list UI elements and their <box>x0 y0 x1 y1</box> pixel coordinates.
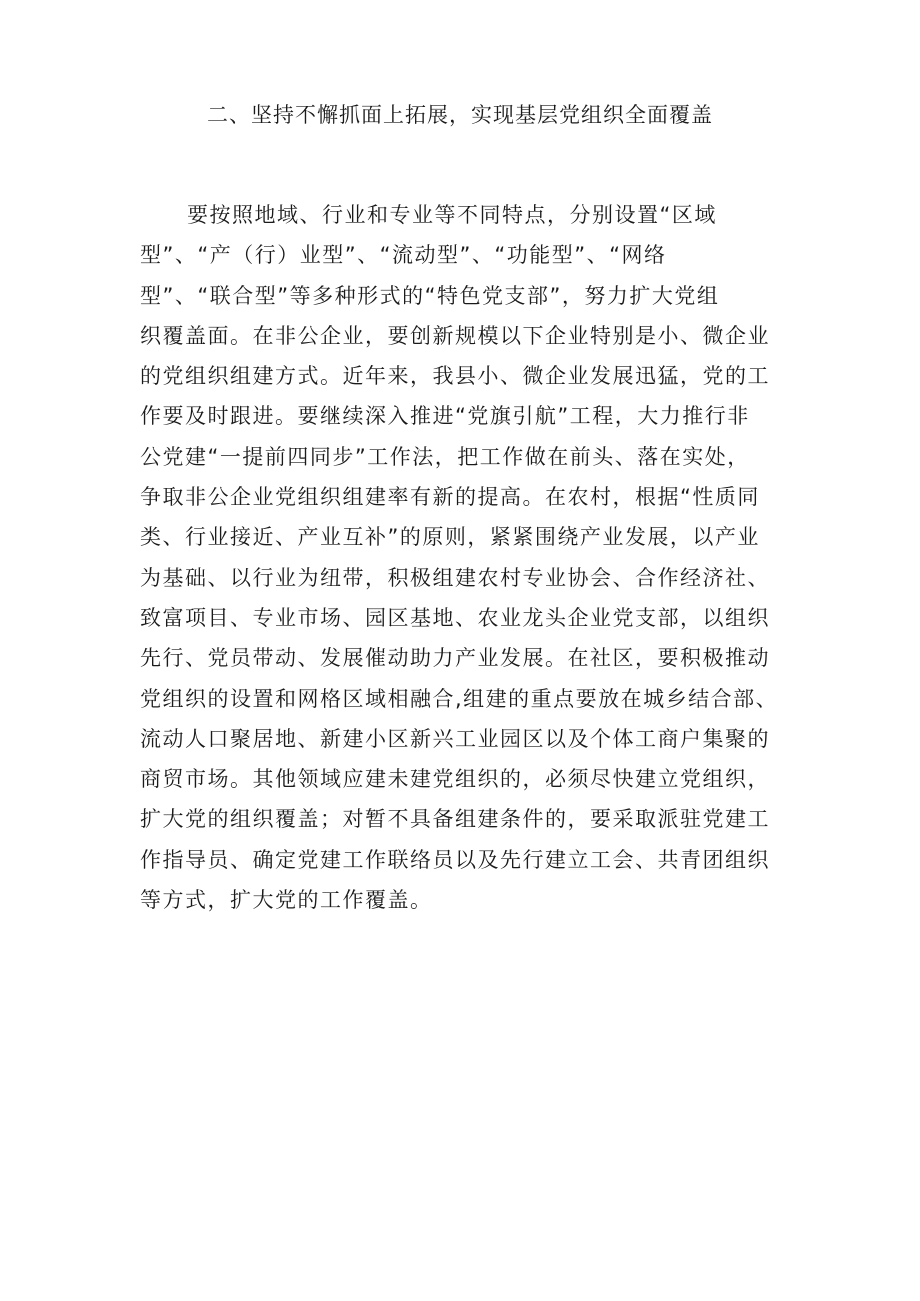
body-paragraph <box>140 195 788 920</box>
paragraph-line: 争取非公企业党组织组建率有新的提高。在农村，根据“性质同 <box>140 485 760 510</box>
paragraph-line: 致富项目、专业市场、园区基地、农业龙头企业党支部，以组织 <box>140 605 770 630</box>
paragraph-line: 作指导员、确定党建工作联络员以及先行建立工会、共青团组织 <box>140 847 770 872</box>
paragraph-line: 流动人口聚居地、新建小区新兴工业园区以及个体工商户集聚的 <box>140 726 770 751</box>
paragraph-line: 党组织的设置和网格区域相融合,组建的重点要放在城乡结合部、 <box>140 686 779 711</box>
paragraph-line: 型”、“联合型”等多种形式的“特色党支部”，努力扩大党组 <box>140 283 720 308</box>
paragraph-line: 型”、“产（行）业型”、“流动型”、“功能型”、“网络 <box>140 243 667 268</box>
paragraph-line: 先行、党员带动、发展催动助力产业发展。在社区，要积极推动 <box>140 646 770 671</box>
section-heading: 二、坚持不懈抓面上拓展，实现基层党组织全面覆盖 <box>207 103 713 127</box>
paragraph-line: 商贸市场。其他领域应建未建党组织的，必须尽快建立党组织， <box>140 767 770 792</box>
paragraph-line: 要按照地域、行业和专业等不同特点，分别设置“区域 <box>187 203 717 227</box>
paragraph-line: 等方式，扩大党的工作覆盖。 <box>140 888 433 913</box>
paragraph-line: 公党建“一提前四同步”工作法，把工作做在前头、落在实处， <box>140 444 750 469</box>
paragraph-line: 的党组织组建方式。近年来，我县小、微企业发展迅猛，党的工 <box>140 364 770 389</box>
paragraph-line: 为基础、以行业为纽带，积极组建农村专业协会、合作经济社、 <box>140 565 770 590</box>
paragraph-line: 扩大党的组织覆盖；对暂不具备组建条件的，要采取派驻党建工 <box>140 807 770 832</box>
paragraph-line: 织覆盖面。在非公企业，要创新规模以下企业特别是小、微企业 <box>140 323 770 348</box>
paragraph-line: 类、行业接近、产业互补”的原则，紧紧围绕产业发展，以产业 <box>140 525 760 550</box>
paragraph-line: 作要及时跟进。要继续深入推进“党旗引航”工程，大力推行非 <box>140 404 750 429</box>
